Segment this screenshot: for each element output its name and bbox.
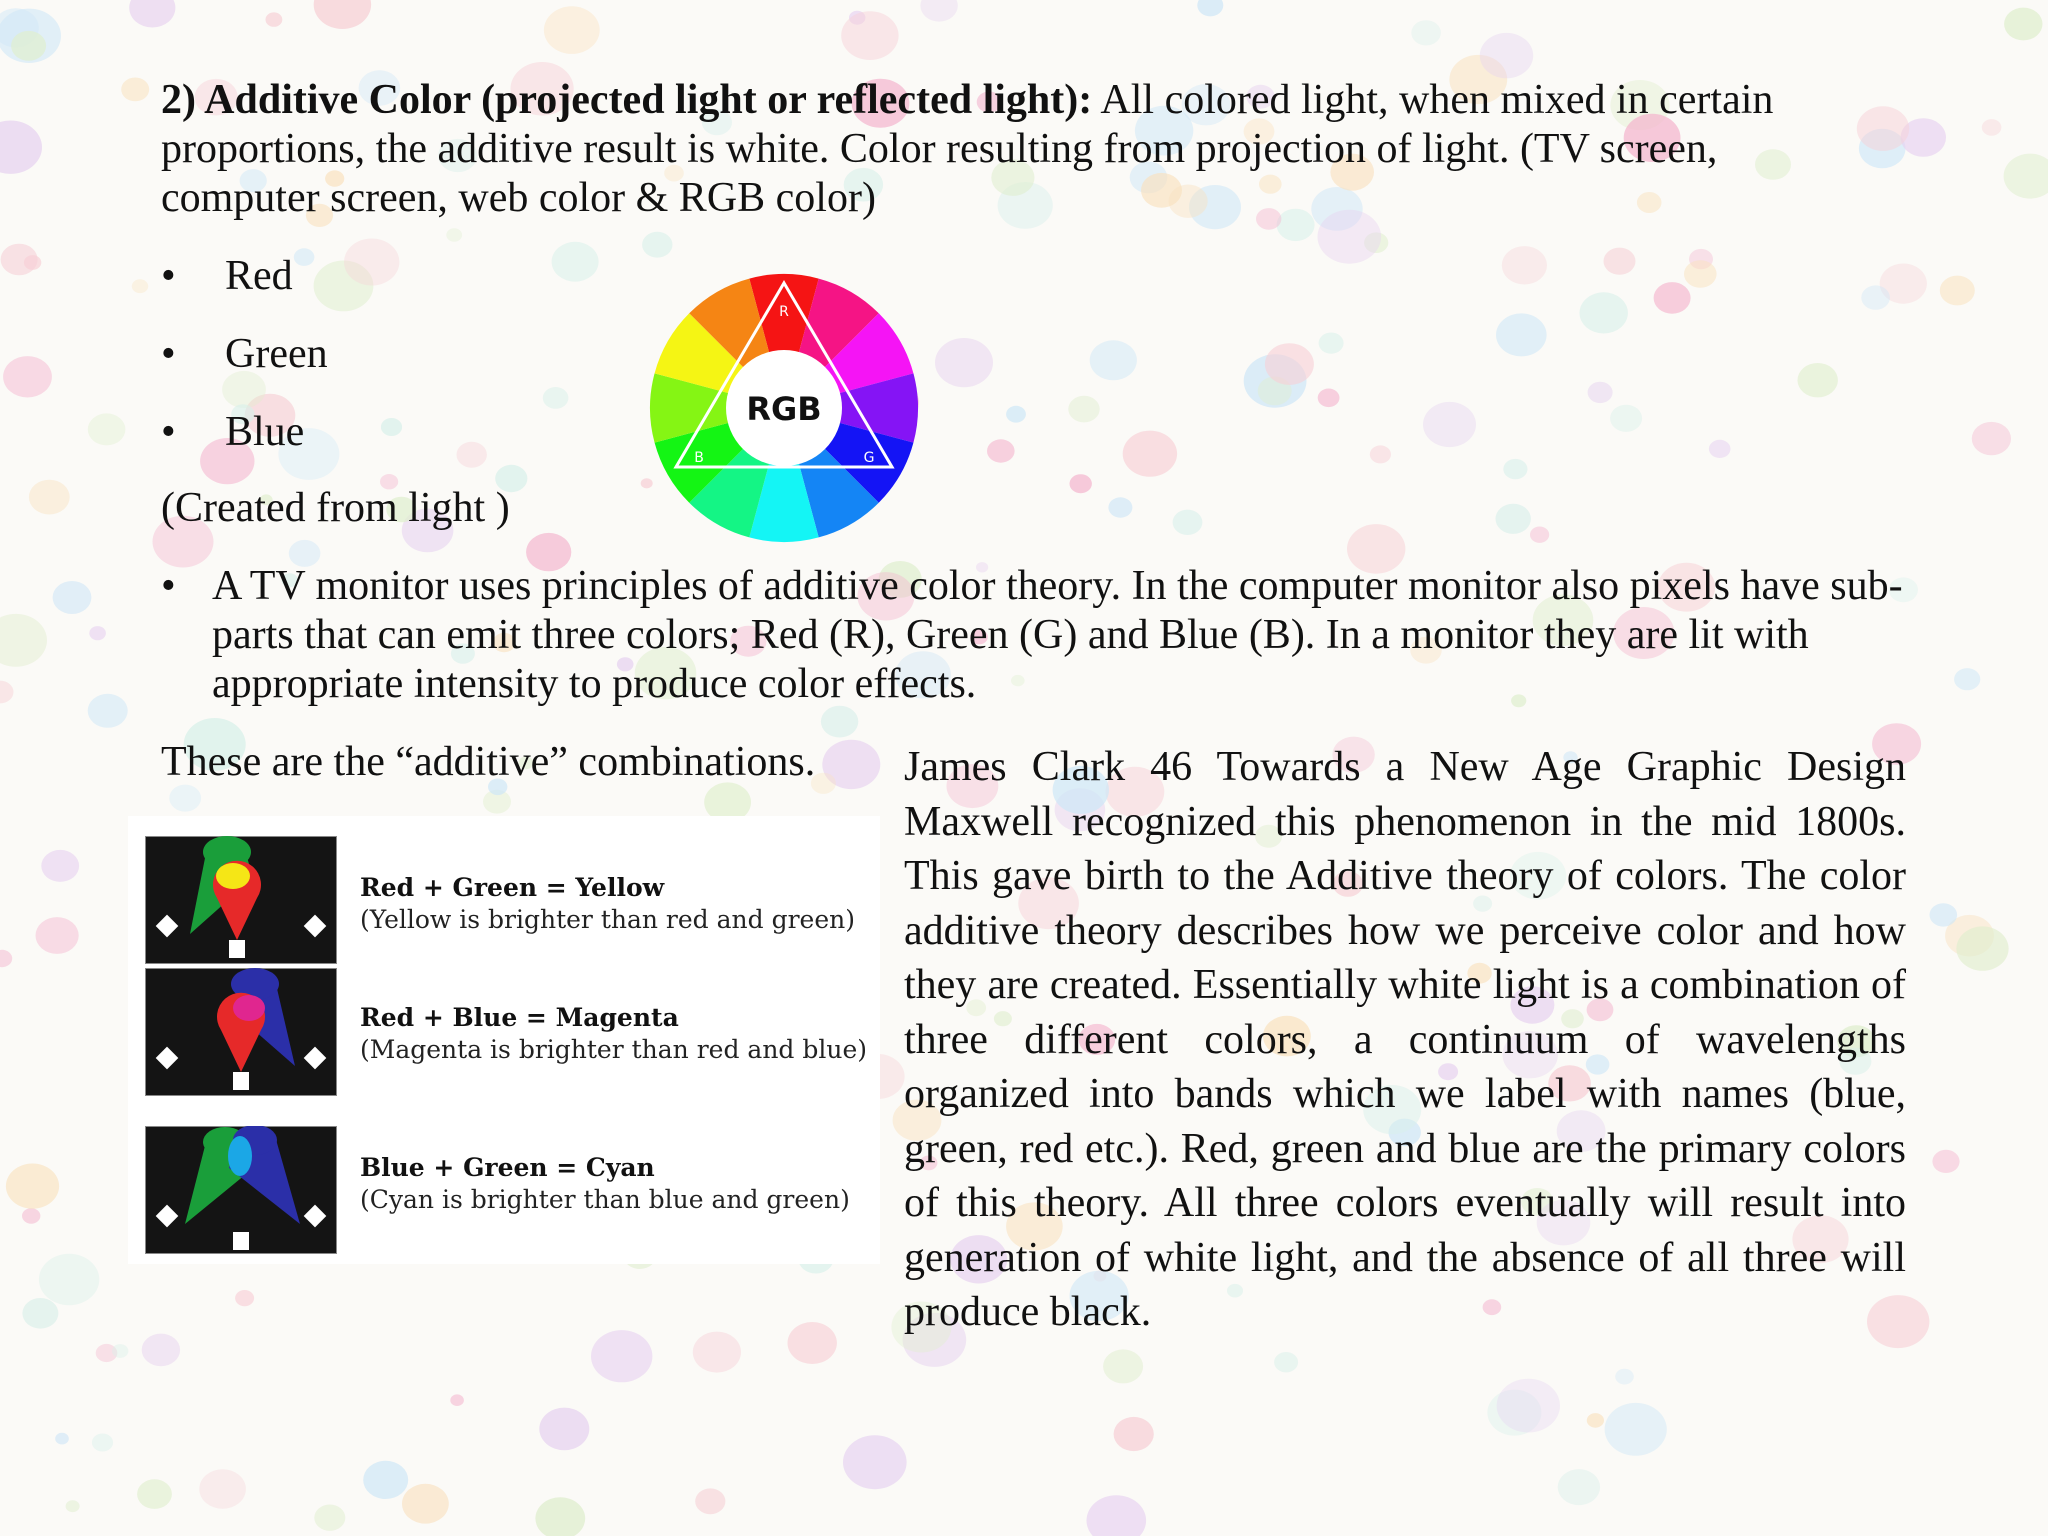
background-dot: [53, 581, 92, 614]
background-dot: [450, 1394, 464, 1406]
background-dot: [1423, 402, 1476, 447]
background-dot: [112, 1344, 128, 1358]
background-dot: [539, 1408, 589, 1451]
background-dot: [1318, 389, 1340, 408]
background-dot: [1319, 333, 1344, 354]
background-dot: [841, 11, 898, 60]
background-dot: [1, 244, 38, 276]
background-dot: [199, 1469, 246, 1509]
background-dot: [0, 681, 14, 704]
tv-monitor-bullet: A TV monitor uses principles of additive color theory. In the computer monitor also pixels have sub-parts that can emit three colors; Red (R), Green (G) and Blue (B). In a monitor they are lit with appropriate intensity to produce color effects.: [212, 563, 1903, 707]
background-dot: [1954, 668, 1980, 690]
background-dot: [1956, 926, 2008, 970]
rgb-center-label: RGB: [746, 390, 822, 428]
background-dot: [1503, 459, 1527, 479]
combo-subtitle: (Magenta is brighter than red and blue): [360, 1035, 868, 1064]
background-dot: [1558, 1469, 1600, 1505]
background-dot: [1103, 1349, 1143, 1383]
combo-row-yellow: [360, 872, 855, 936]
background-dot: [1114, 1417, 1154, 1451]
background-dot: [1480, 33, 1533, 78]
background-dot: [695, 1488, 725, 1514]
background-dot: [1605, 1403, 1667, 1456]
james-clark-paragraph: James Clark 46 Towards a New Age Graphic Design Maxwell recognized this phenomenon in the mid 1800s. This gave birth to the Additive theory of colors. The color additive theory describes how we perceive color and how they are created. Essentially white light is a combination of three different colors, a continuum of wavelengths organized into bands which we label with names (blue, green, red etc.). Red, green and blue are the primary colors of this theory. All three colors eventually will result into generation of white light, and the absence of all three will produce black.: [904, 744, 1906, 1335]
background-dot: [137, 1479, 172, 1509]
background-dot: [402, 1484, 449, 1524]
bullet-icon: •: [161, 253, 176, 299]
background-dot: [1173, 510, 1203, 535]
background-dot: [6, 1164, 59, 1209]
background-dot: [693, 1332, 741, 1373]
background-dot: [1857, 106, 1909, 151]
background-dot: [1411, 20, 1441, 45]
background-dot: [1684, 260, 1717, 288]
background-dot: [36, 917, 79, 954]
background-dot: [1070, 474, 1092, 493]
background-dot: [294, 248, 315, 266]
created-from-light-note: (Created from light ): [161, 485, 510, 531]
background-dot: [169, 785, 201, 812]
background-dot: [535, 1497, 585, 1536]
list-item-blue: [161, 408, 304, 456]
background-dot: [0, 121, 42, 174]
background-dot: [22, 1208, 40, 1224]
background-dot: [0, 614, 47, 667]
bullet-icon: •: [161, 563, 176, 609]
background-dot: [235, 1290, 254, 1306]
background-dot: [446, 228, 462, 241]
background-dot: [642, 232, 672, 258]
combo-title: Red + Green = Yellow: [360, 873, 665, 902]
background-dot: [1940, 276, 1975, 306]
background-dot: [3, 356, 52, 397]
rgb-color-wheel: [648, 272, 920, 544]
background-dot: [543, 387, 569, 409]
background-dot: [129, 0, 175, 28]
background-dot: [1497, 1379, 1560, 1433]
background-dot: [121, 78, 149, 102]
background-dot: [29, 480, 70, 515]
background-dot: [1006, 406, 1026, 423]
background-dot: [544, 6, 600, 54]
combo-row-cyan: [360, 1152, 850, 1216]
combo-title: Red + Blue = Magenta: [360, 1003, 679, 1032]
background-dot: [1370, 445, 1391, 463]
background-dot: [1615, 1369, 1634, 1385]
background-dot: [0, 950, 12, 967]
vertex-label-r: R: [779, 304, 789, 320]
background-dot: [266, 12, 283, 26]
background-dot: [843, 1435, 907, 1489]
background-dot: [1654, 282, 1691, 314]
background-dot: [1932, 1150, 1959, 1173]
background-dot: [1123, 431, 1177, 477]
bullet-icon: •: [161, 409, 176, 455]
background-dot: [1496, 313, 1547, 356]
background-dot: [1265, 343, 1314, 385]
background-dot: [821, 706, 858, 738]
list-item-label: Blue: [225, 409, 305, 455]
bullet-icon: •: [161, 331, 176, 377]
background-dot: [1068, 396, 1099, 423]
background-dot: [55, 1433, 69, 1445]
list-item-green: [161, 330, 328, 378]
background-dot: [39, 1254, 99, 1305]
background-dot: [41, 850, 79, 882]
background-dot: [2004, 8, 2042, 41]
background-dot: [920, 0, 957, 22]
background-dot: [1496, 504, 1531, 534]
background-dot: [22, 1298, 58, 1329]
background-dot: [1604, 248, 1636, 275]
red-green-light-illustration: [145, 836, 337, 964]
background-dot: [88, 413, 126, 445]
additive-color-intro: [161, 76, 1861, 223]
combo-subtitle: (Cyan is brighter than blue and green): [360, 1185, 850, 1214]
background-dot: [1197, 0, 1223, 16]
background-dot: [1530, 527, 1549, 543]
background-dot: [1798, 363, 1838, 397]
list-item-label: Green: [225, 331, 328, 377]
background-dot: [987, 439, 1015, 462]
blue-green-light-illustration: [145, 1126, 337, 1254]
additive-combinations-panel: [128, 816, 880, 1264]
combo-row-magenta: [360, 1002, 867, 1066]
combinations-title: These are the “additive” combinations.: [161, 739, 816, 785]
background-dot: [788, 1322, 837, 1364]
background-dot: [314, 0, 371, 29]
red-blue-light-illustration: [145, 968, 337, 1096]
section-intro-text: All colored light, when mixed in certain proportions, the additive result is white. Color resulting from projection of light. (TV screen, computer screen, web color & RGB color): [161, 77, 1774, 221]
combo-subtitle: (Yellow is brighter than red and green): [360, 905, 855, 934]
list-item-label: Red: [225, 253, 293, 299]
background-dot: [314, 1505, 345, 1531]
background-dot: [1982, 119, 2002, 136]
background-dot: [1274, 1352, 1298, 1372]
background-dot: [1972, 422, 2011, 455]
background-dot: [1587, 1413, 1604, 1428]
background-dot: [11, 31, 46, 61]
background-dot: [89, 626, 106, 640]
background-dot: [457, 442, 487, 468]
background-dot: [1580, 292, 1628, 333]
section-heading: 2) Additive Color (projected light or reflected light):: [161, 77, 1093, 123]
background-dot: [1930, 903, 1958, 926]
background-dot: [552, 242, 599, 282]
background-dot: [363, 1461, 408, 1499]
combo-title: Blue + Green = Cyan: [360, 1153, 655, 1182]
background-dot: [2004, 154, 2048, 199]
list-item-red: [161, 252, 293, 300]
background-dot: [1108, 497, 1132, 517]
background-dot: [132, 279, 148, 293]
background-dot: [381, 418, 402, 436]
background-dot: [1087, 1495, 1147, 1536]
background-dot: [1090, 340, 1137, 380]
background-dot: [344, 239, 399, 286]
background-dot: [142, 1334, 180, 1367]
background-dot: [1610, 405, 1642, 432]
background-dot: [935, 338, 993, 387]
background-dot: [591, 1330, 652, 1382]
background-dot: [1861, 285, 1890, 309]
background-dot: [88, 694, 128, 728]
background-dot: [66, 1500, 80, 1512]
vertex-label-b: B: [694, 450, 704, 466]
background-dot: [1588, 382, 1613, 403]
background-dot: [1502, 246, 1547, 284]
vertex-label-g: G: [863, 450, 875, 466]
background-dot: [92, 1434, 113, 1452]
background-dot: [1709, 440, 1731, 458]
